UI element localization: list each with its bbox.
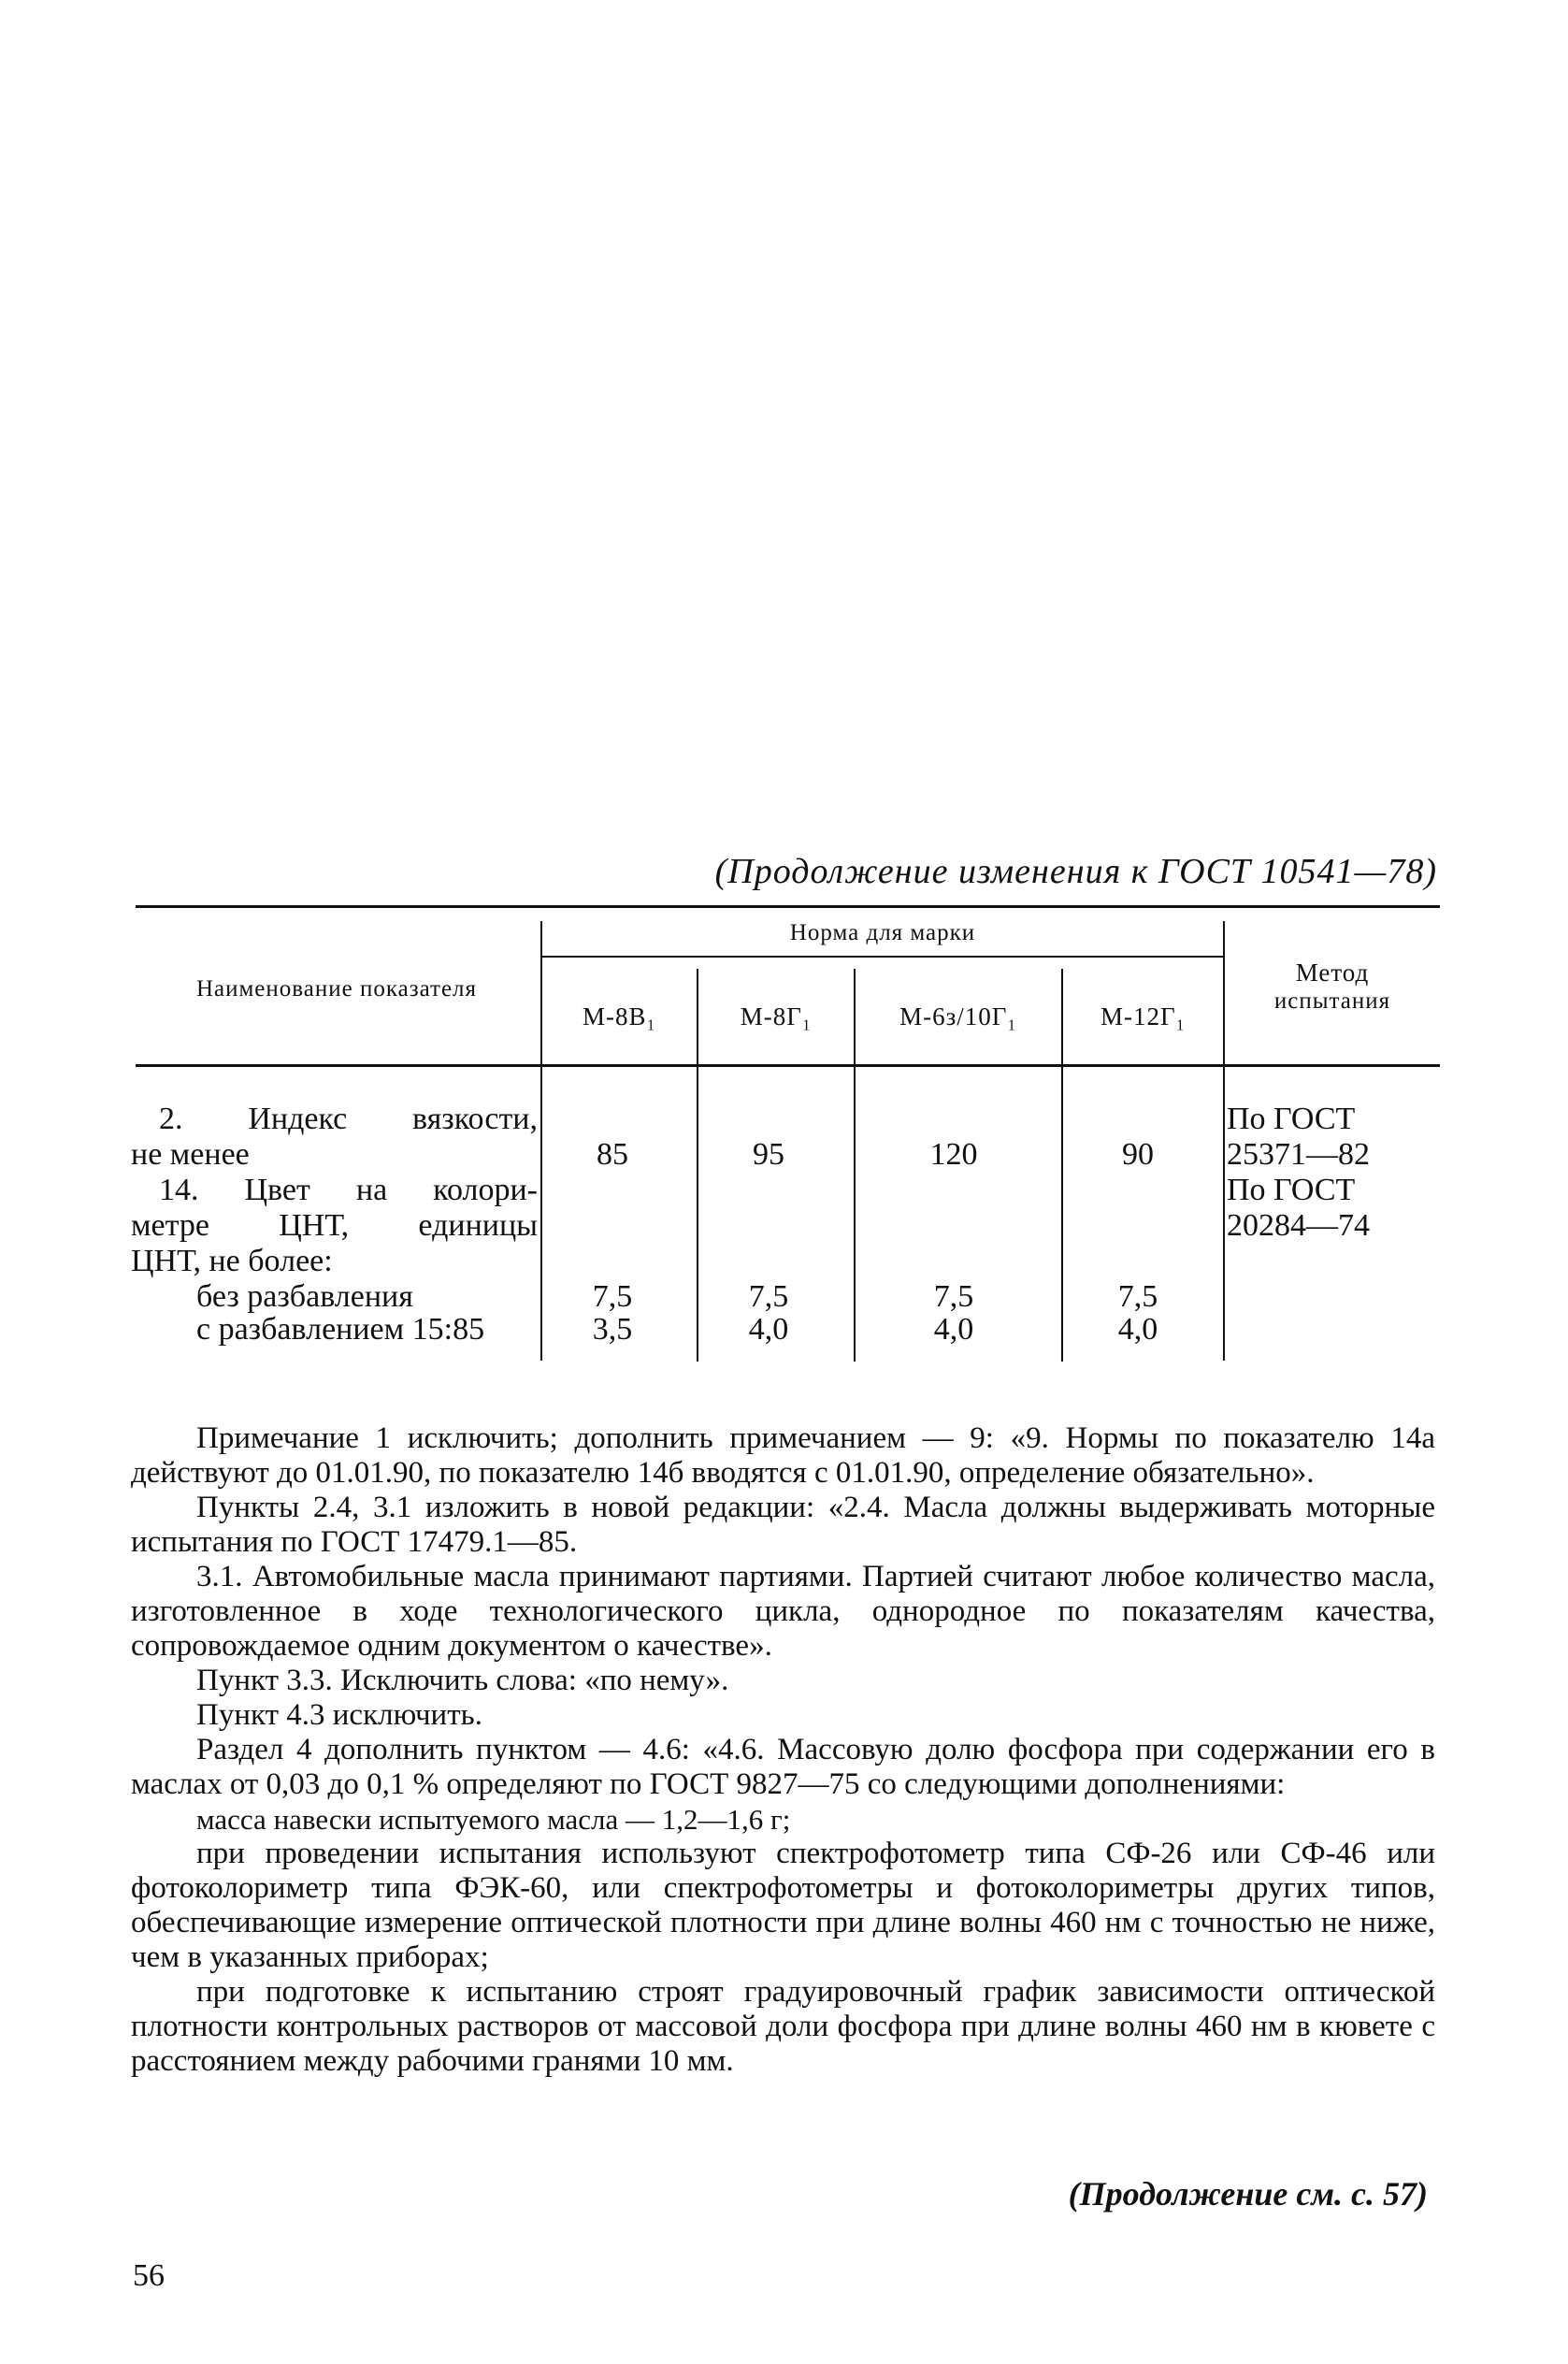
row2-method-line1: По ГОСТ (1227, 1173, 1356, 1207)
row2a-value-3: 7,5 (933, 1279, 974, 1314)
row2b-name: с разбавлением 15:85 (196, 1312, 485, 1347)
mark-header-3: М-6з/10Г₁ (899, 1002, 1017, 1031)
row2a-name: без разбавления (196, 1279, 413, 1314)
row2-name-line2: метре ЦНТ, единицы (131, 1208, 538, 1243)
row1-name-line1: 2. Индекс вязкости, (159, 1102, 538, 1136)
mark-header-2: М-8Г₁ (740, 1002, 813, 1031)
row1-value-4: 90 (1122, 1137, 1154, 1172)
paragraph-3-1: 3.1. Автомобильные масла принимают партиями. Партией считают любое количество масла, изготовленное в ходе технологического цикла, однородное по показателям качества, сопровождаемое одним документом о качестве». (131, 1560, 1435, 1663)
row1-value-1: 85 (597, 1137, 628, 1172)
row2a-value-1: 7,5 (592, 1279, 633, 1314)
row1-method-line1: По ГОСТ (1227, 1102, 1356, 1136)
row2b-value-1: 3,5 (592, 1312, 633, 1347)
continuation-note: (Продолжение см. с. 57) (1068, 2175, 1428, 2213)
paragraph-instruments: при проведении испытания используют спектрофотометр типа СФ-26 или СФ-46 или фотоколориметр типа ФЭК-60, или спектрофотометры и фотоколориметры других типов, обеспечивающие измерение оптической плотности при длине волны 460 нм с точностью не ниже, чем в указанных приборах; (131, 1837, 1435, 1974)
row2a-value-2: 7,5 (748, 1279, 789, 1314)
paragraph-3-3: Пункт 3.3. Исключить слова: «по нему». (196, 1664, 729, 1697)
group-header-rule (540, 956, 1223, 958)
mark-header-4: М-12Г₁ (1100, 1002, 1187, 1031)
row1-value-3: 120 (929, 1137, 978, 1172)
paragraph-sample-mass: масса навески испытуемого масла — 1,2—1,6 г; (196, 1803, 791, 1836)
row2-method-line2: 20284—74 (1227, 1208, 1370, 1243)
mark-header-1: М-8В₁ (583, 1002, 656, 1031)
row1-method-line2: 25371—82 (1227, 1137, 1370, 1172)
row2b-value-3: 4,0 (933, 1312, 974, 1347)
paragraph-items-2-4-3-1: Пункты 2.4, 3.1 изложить в новой редакции: «2.4. Масла должны выдерживать моторные испытания по ГОСТ 17479.1—85. (131, 1491, 1435, 1559)
row1-value-2: 95 (753, 1137, 784, 1172)
paragraph-4-6: Раздел 4 дополнить пунктом — 4.6: «4.6. Массовую долю фосфора при содержании его в маслах от 0,03 до 0,1 % определяют по ГОСТ 9827—75 со следующими дополнениями: (131, 1733, 1435, 1801)
table-header-rule (136, 1064, 1440, 1067)
paragraph-4-3: Пункт 4.3 исключить. (196, 1698, 482, 1732)
method-header-line1: Метод (1295, 959, 1370, 987)
row2-name-line1: 14. Цвет на колори- (159, 1173, 538, 1207)
page-number: 56 (133, 2258, 165, 2293)
paragraph-calibration: при подготовке к испытанию строят градуировочный график зависимости оптической плотности контрольных растворов от массовой доли фосфора при длине волны 460 нм в кювете с расстоянием между рабочими гранями 10 мм. (131, 1975, 1435, 2078)
row2-name-line3: ЦНТ, не более: (131, 1244, 333, 1278)
col-name-header: Наименование показателя (195, 976, 478, 1002)
table-top-rule (136, 905, 1440, 908)
method-header-line2: испытания (1273, 988, 1391, 1014)
row1-name-line2: не менее (131, 1137, 250, 1172)
row2a-value-4: 7,5 (1117, 1279, 1158, 1314)
body-text (131, 1421, 1435, 2079)
row2b-value-2: 4,0 (748, 1312, 789, 1347)
running-header: (Продолжение изменения к ГОСТ 10541—78) (714, 852, 1437, 891)
row2b-value-4: 4,0 (1117, 1312, 1158, 1347)
paragraph-note: Примечание 1 исключить; дополнить примечанием — 9: «9. Нормы по показателю 14а действуют до 01.01.90, по показателю 14б вводятся с 01.01.90, определение обязательно». (131, 1421, 1435, 1490)
group-header: Норма для марки (789, 920, 976, 945)
